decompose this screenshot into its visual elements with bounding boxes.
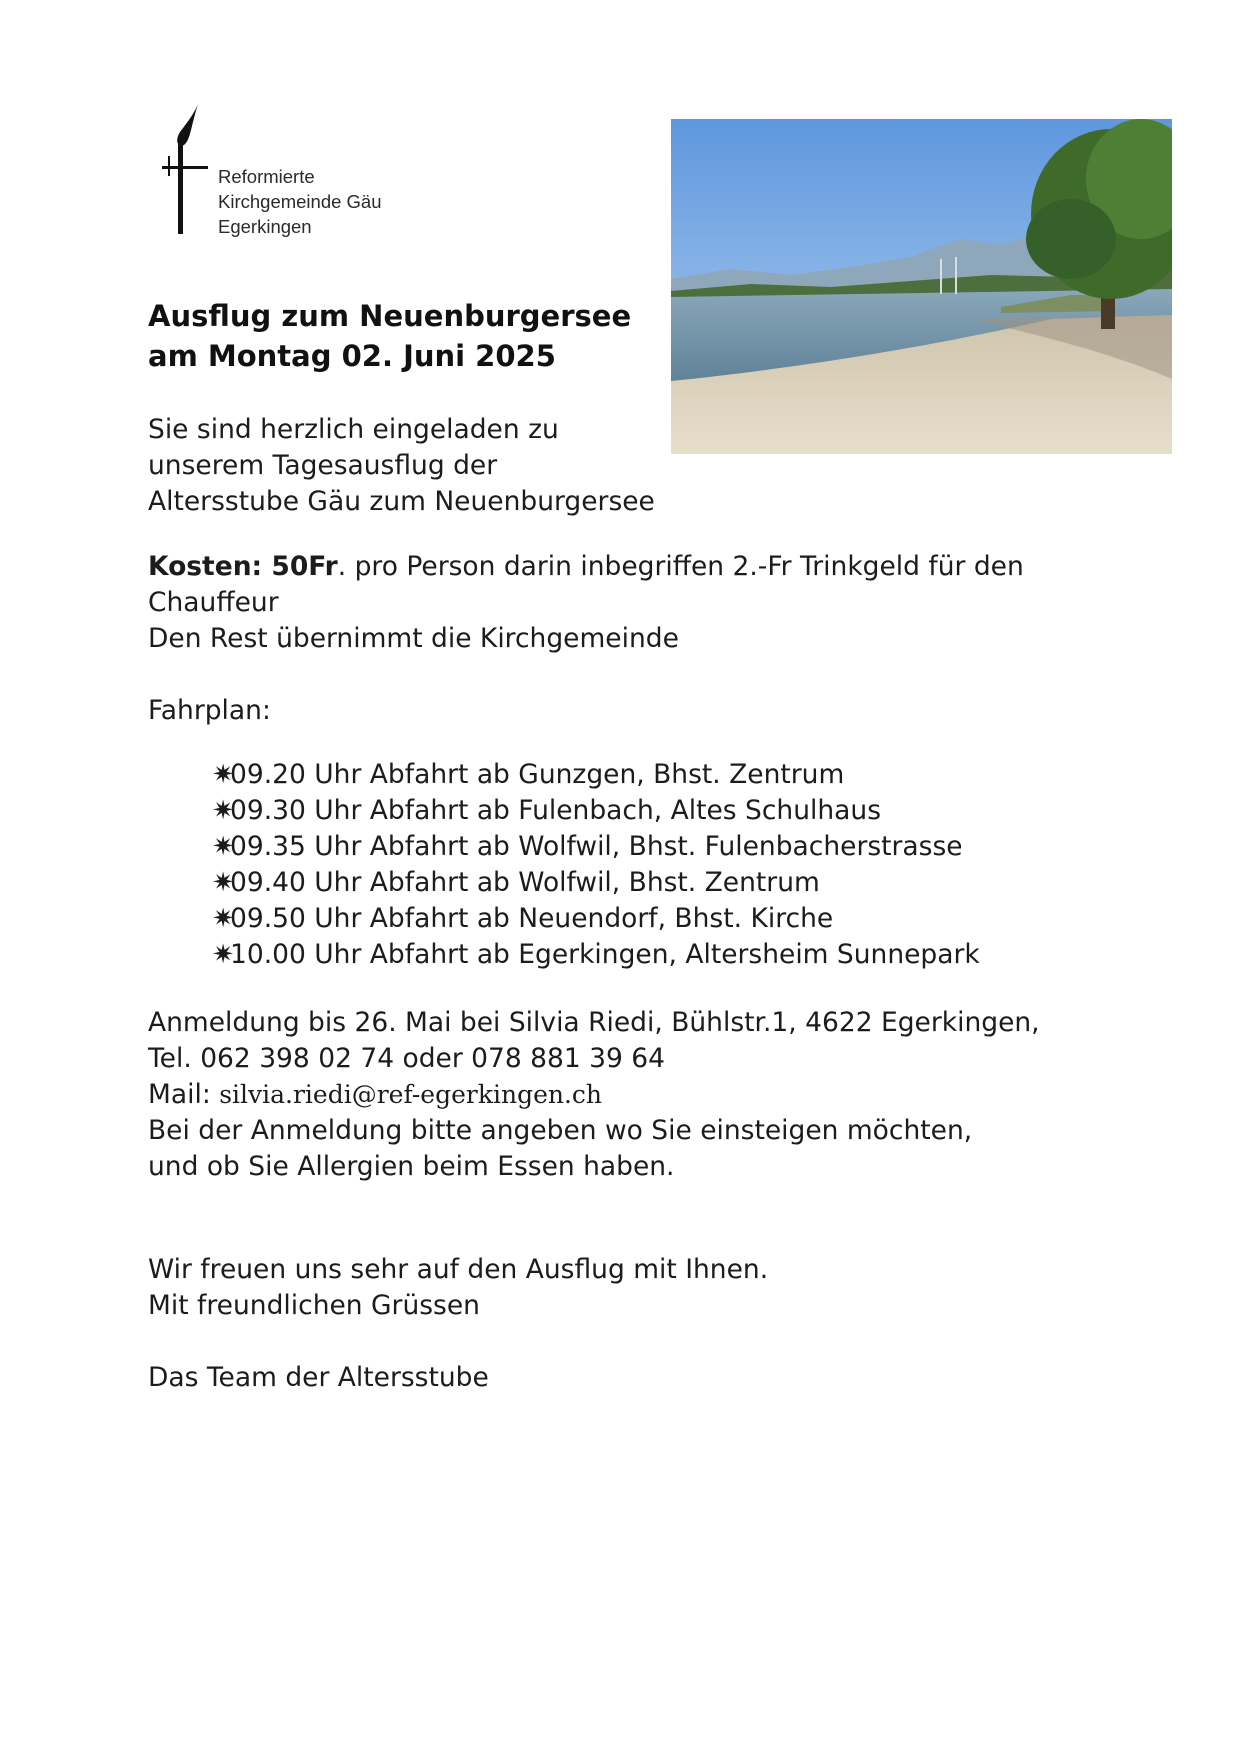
page-title [148, 296, 631, 376]
church-logo [158, 102, 438, 242]
fahrplan-label: Fahrplan: [148, 695, 271, 726]
costs-line: Den Rest übernimmt die Kirchgemeinde [148, 623, 679, 654]
star-bullet-icon: ✷ [212, 867, 235, 898]
closing-text [148, 1252, 768, 1324]
costs-line: Chauffeur [148, 587, 279, 618]
star-bullet-icon: ✷ [212, 939, 235, 970]
costs-label: Kosten: 50Fr [148, 551, 338, 582]
registration-line: Anmeldung bis 26. Mai bei Silvia Riedi, Bühlstr.1, 4622 Egerkingen, [148, 1007, 1040, 1038]
intro-line: Altersstube Gäu zum Neuenburgersee [148, 486, 655, 517]
signature: Das Team der Altersstube [148, 1362, 489, 1393]
intro-line: Sie sind herzlich eingeladen zu [148, 414, 559, 445]
logo-text [218, 164, 382, 239]
intro-text [148, 412, 655, 520]
star-bullet-icon: ✷ [212, 903, 235, 934]
closing-line: Wir freuen uns sehr auf den Ausflug mit Ihnen. [148, 1254, 769, 1285]
logo-line: Reformierte [218, 166, 315, 187]
schedule-item: ✷10.00 Uhr Abfahrt ab Egerkingen, Altersheim Sunnepark [212, 937, 980, 973]
title-line: am Montag 02. Juni 2025 [148, 339, 556, 373]
schedule-list [212, 757, 980, 973]
email-link[interactable]: silvia.riedi@ref-egerkingen.ch [219, 1080, 603, 1109]
schedule-item: ✷09.50 Uhr Abfahrt ab Neuendorf, Bhst. Kirche [212, 901, 980, 937]
star-bullet-icon: ✷ [212, 759, 235, 790]
intro-line: unserem Tagesausflug der [148, 450, 498, 481]
closing-line: Mit freundlichen Grüssen [148, 1290, 480, 1321]
registration-section [148, 1005, 1040, 1185]
logo-line: Egerkingen [218, 216, 312, 237]
schedule-item: ✷09.40 Uhr Abfahrt ab Wolfwil, Bhst. Zentrum [212, 865, 980, 901]
logo-line: Kirchgemeinde Gäu [218, 191, 382, 212]
star-bullet-icon: ✷ [212, 795, 235, 826]
mail-line [148, 1077, 1040, 1113]
registration-line: Bei der Anmeldung bitte angeben wo Sie einsteigen möchten, [148, 1115, 973, 1146]
phone-line: Tel. 062 398 02 74 oder 078 881 39 64 [148, 1043, 666, 1074]
star-bullet-icon: ✷ [212, 831, 235, 862]
title-line: Ausflug zum Neuenburgersee [148, 299, 632, 333]
schedule-item: ✷09.30 Uhr Abfahrt ab Fulenbach, Altes Schulhaus [212, 793, 980, 829]
costs-section [148, 549, 1024, 657]
schedule-item: ✷09.20 Uhr Abfahrt ab Gunzgen, Bhst. Zentrum [212, 757, 980, 793]
costs-text: . pro Person darin inbegriffen 2.-Fr Trinkgeld für den [337, 551, 1024, 582]
registration-line: und ob Sie Allergien beim Essen haben. [148, 1151, 675, 1182]
mail-label: Mail: [148, 1079, 220, 1110]
schedule-item: ✷09.35 Uhr Abfahrt ab Wolfwil, Bhst. Fulenbacherstrasse [212, 829, 980, 865]
cross-logo-icon [158, 102, 218, 242]
lake-photo [671, 119, 1172, 454]
